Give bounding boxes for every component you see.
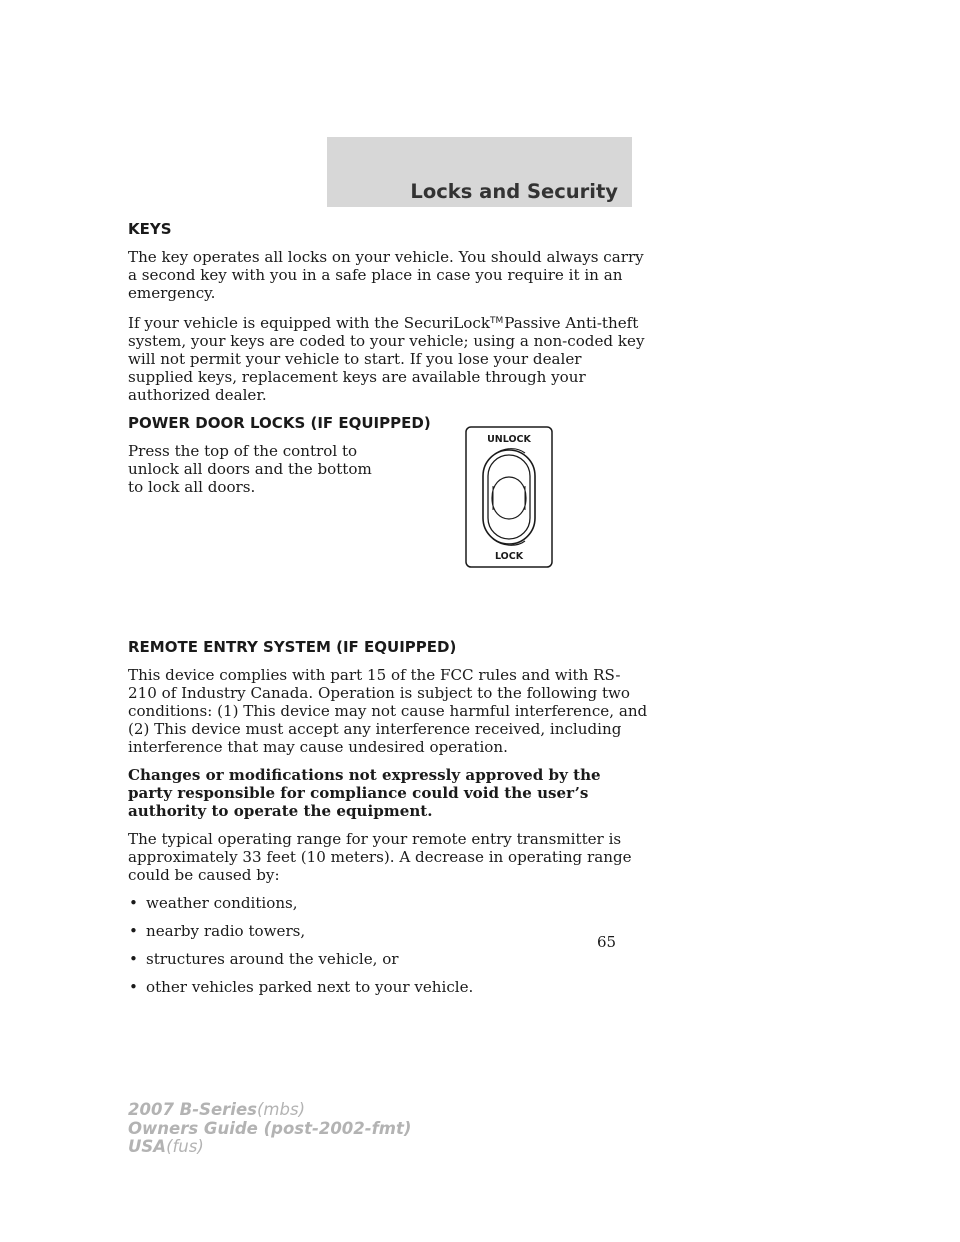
keys-paragraph-2 bbox=[128, 312, 648, 404]
power-locks-heading: POWER DOOR LOCKS (IF EQUIPPED) bbox=[128, 414, 431, 432]
page-number: 65 bbox=[597, 933, 617, 951]
list-item bbox=[128, 894, 648, 912]
unlock-label: UNLOCK bbox=[487, 434, 531, 445]
trademark-symbol: TM bbox=[490, 316, 504, 326]
power-locks-section bbox=[128, 434, 648, 638]
bullet: • bbox=[129, 950, 138, 968]
list-item-text: structures around the vehicle, or bbox=[146, 950, 399, 968]
footer-market: USA bbox=[128, 1137, 167, 1156]
keys-paragraph-1: The key operates all locks on your vehicle. You should always carry a second key with you in a safe place in case you require it in an emergency. bbox=[128, 248, 644, 302]
list-item-text: other vehicles parked next to your vehicle. bbox=[146, 978, 474, 996]
page-content bbox=[128, 220, 648, 1006]
range-factors-list bbox=[128, 894, 648, 996]
footer-line-3 bbox=[128, 1138, 411, 1157]
power-locks-text: Press the top of the control to unlock all doors and the bottom to lock all doors. bbox=[128, 442, 372, 496]
footer-market-code: (fus) bbox=[166, 1137, 204, 1156]
bullet: • bbox=[129, 894, 138, 912]
remote-entry-paragraph-1: This device complies with part 15 of the FCC rules and with RS-210 of Industry Canada. Operation is subject to the following two conditions: (1) This device may not cause harmful interference, and (2) This device must accept any interference received, including interference that may cause undesired operation. bbox=[128, 666, 648, 756]
footer-line-1 bbox=[128, 1101, 411, 1120]
keys-p2-after: Passive Anti-theft system, your keys are coded to your vehicle; using a non-coded key will not permit your vehicle to start. If you lose your dealer supplied keys, replacement keys are available through your authorized dealer. bbox=[128, 314, 645, 404]
footer-model-code: (mbs) bbox=[256, 1100, 306, 1119]
bullet: • bbox=[129, 978, 138, 996]
door-lock-switch-figure bbox=[465, 426, 553, 568]
footer-line-2: Owners Guide (post-2002-fmt) bbox=[128, 1118, 412, 1138]
remote-entry-paragraph-2: The typical operating range for your remote entry transmitter is approximately 33 feet (10 meters). A decrease in operating range could be caused by: bbox=[128, 830, 632, 884]
list-item bbox=[128, 922, 648, 940]
section-header-band bbox=[327, 137, 632, 207]
keys-heading: KEYS bbox=[128, 220, 172, 238]
lock-label: LOCK bbox=[494, 551, 524, 562]
fcc-warning: Changes or modifications not expressly approved by the party responsible for compliance could void the user’s authority to operate the equipment. bbox=[128, 766, 601, 820]
document-footer bbox=[128, 1101, 411, 1157]
list-item-text: nearby radio towers, bbox=[146, 922, 306, 940]
bullet: • bbox=[129, 922, 138, 940]
list-item bbox=[128, 950, 648, 968]
keys-p2-before: If your vehicle is equipped with the SecuriLock bbox=[128, 314, 490, 332]
footer-model: 2007 B-Series bbox=[128, 1100, 257, 1119]
list-item bbox=[128, 978, 648, 996]
section-title: Locks and Security bbox=[410, 180, 618, 203]
list-item-text: weather conditions, bbox=[146, 894, 298, 912]
remote-entry-heading: REMOTE ENTRY SYSTEM (IF EQUIPPED) bbox=[128, 638, 457, 656]
